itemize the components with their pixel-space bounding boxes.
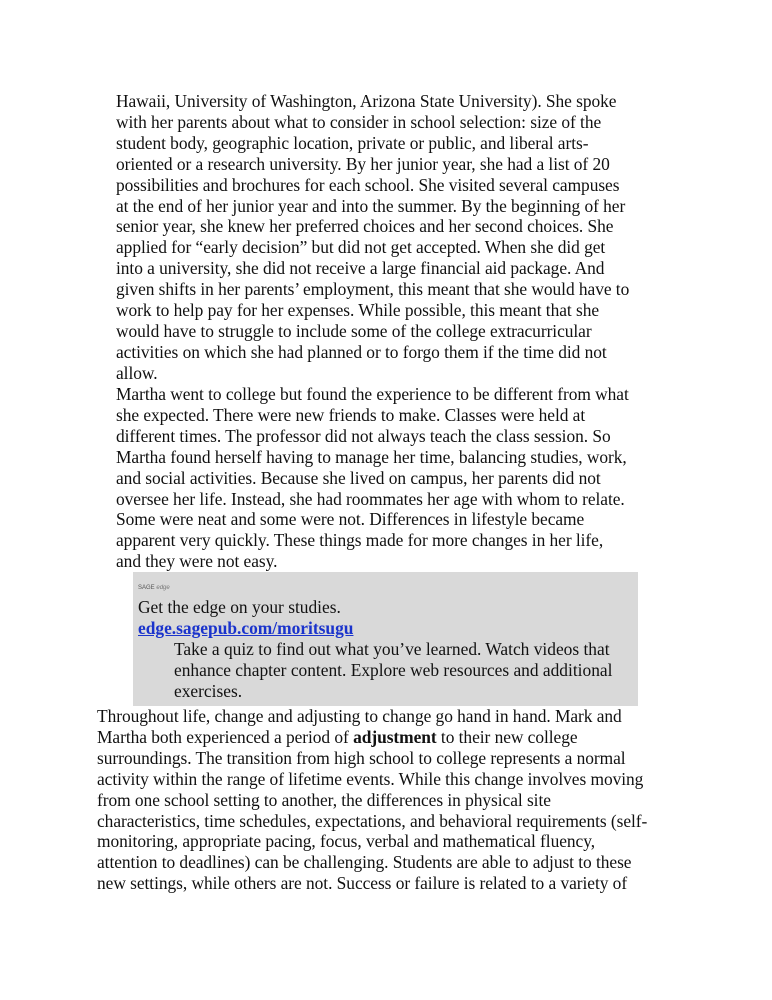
text-line: Some were neat and some were not. Differences in lifestyle became <box>116 509 585 530</box>
paragraph-adjustment <box>97 706 647 894</box>
text-line: possibilities and brochures for each school. She visited several campuses <box>116 174 620 195</box>
sage-edge-callout <box>133 572 638 706</box>
text-line: at the end of her junior year and into the summer. By the beginning of her <box>116 195 626 216</box>
text-line-with-term <box>97 727 647 748</box>
text-line: into a university, she did not receive a large financial aid package. And <box>116 258 605 279</box>
paragraph-martha-college-experience <box>116 384 629 572</box>
text-line: attention to deadlines) can be challenging. Students are able to adjust to these <box>97 852 632 873</box>
text-line: surroundings. The transition from high school to college represents a normal <box>97 747 626 768</box>
text-line: Hawaii, University of Washington, Arizona State University). She spoke <box>116 91 617 111</box>
text-line: from one school setting to another, the differences in physical site <box>97 789 551 810</box>
text-line: and they were not easy. <box>116 551 278 572</box>
text-fragment: to their new college <box>436 726 578 747</box>
text-line: given shifts in her parents’ employment, this meant that she would have to <box>116 279 630 300</box>
text-line: different times. The professor did not always teach the class session. So <box>116 425 611 446</box>
callout-description <box>174 639 612 702</box>
text-line: activities on which she had planned or to forgo them if the time did not <box>116 341 607 362</box>
text-line: would have to struggle to include some of the college extracurricular <box>116 320 592 341</box>
text-fragment: Martha both experienced a period of <box>97 726 354 747</box>
text-line: oriented or a research university. By her junior year, she had a list of 20 <box>116 153 610 174</box>
text-line: and social activities. Because she lived on campus, her parents did not <box>116 467 601 488</box>
text-line: Martha went to college but found the experience to be different from what <box>116 384 629 404</box>
paragraph-martha-school-search <box>116 91 629 384</box>
text-line: new settings, while others are not. Success or failure is related to a variety of <box>97 873 628 894</box>
text-line: apparent very quickly. These things made for more changes in her life, <box>116 530 604 551</box>
text-line: applied for “early decision” but did not get accepted. When she did get <box>116 237 606 258</box>
text-line: enhance chapter content. Explore web resources and additional <box>174 659 613 680</box>
text-line: Take a quiz to find out what you’ve learned. Watch videos that <box>174 639 610 659</box>
text-line: characteristics, time schedules, expectations, and behavioral requirements (self- <box>97 810 648 831</box>
text-line: oversee her life. Instead, she had roommates her age with whom to relate. <box>116 488 625 509</box>
sage-logo-edge: edge <box>156 585 170 591</box>
text-line: work to help pay for her expenses. While possible, this meant that she <box>116 300 600 321</box>
text-line: activity within the range of lifetime events. While this change involves moving <box>97 768 644 789</box>
callout-heading: Get the edge on your studies. <box>138 597 341 617</box>
sage-logo-brand: SAGE <box>138 585 155 591</box>
text-line: senior year, she knew her preferred choices and her second choices. She <box>116 216 614 237</box>
sage-edge-logo <box>138 584 170 592</box>
text-line: exercises. <box>174 680 243 701</box>
sage-edge-link[interactable]: edge.sagepub.com/moritsugu <box>138 618 354 638</box>
text-line: Martha found herself having to manage her time, balancing studies, work, <box>116 446 627 467</box>
text-line: Throughout life, change and adjusting to change go hand in hand. Mark and <box>97 706 622 726</box>
key-term-adjustment: adjustment <box>353 726 437 747</box>
text-line: with her parents about what to consider in school selection: size of the <box>116 111 602 132</box>
text-line: allow. <box>116 362 158 383</box>
text-line: monitoring, appropriate pacing, focus, verbal and mathematical fluency, <box>97 831 596 852</box>
text-line: she expected. There were new friends to make. Classes were held at <box>116 404 586 425</box>
text-line: student body, geographic location, private or public, and liberal arts- <box>116 132 589 153</box>
